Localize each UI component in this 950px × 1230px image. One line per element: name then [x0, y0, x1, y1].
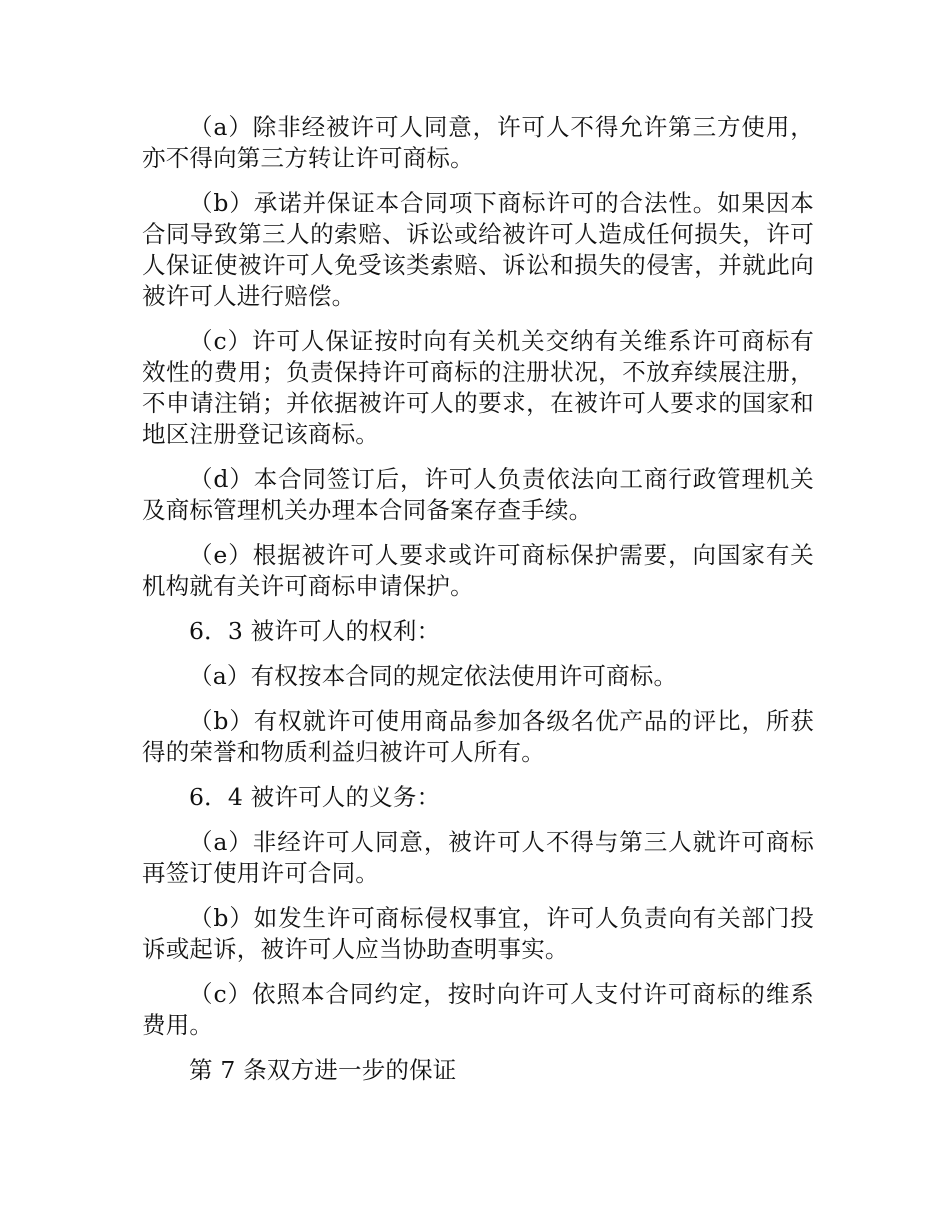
- clause-6-2-d: （d）本合同签订后，许可人负责依法向工商行政管理机关及商标管理机关办理本合同备案存查手续。: [142, 465, 814, 524]
- clause-6-3-b: （b）有权就许可使用商品参加各级名优产品的评比，所获得的荣誉和物质利益归被许可人所有。: [142, 707, 814, 766]
- clause-6-4-b: （b）如发生许可商标侵权事宜，许可人负责向有关部门投诉或起诉，被许可人应当协助查明事实。: [142, 904, 814, 963]
- clause-6-2-b: （b）承诺并保证本合同项下商标许可的合法性。如果因本合同导致第三人的索赔、诉讼或给被许可人造成任何损失，许可人保证使被许可人免受该类索赔、诉讼和损失的侵害，并就此向被许可人进行赔偿。: [142, 189, 814, 310]
- clause-6-3-a: （a）有权按本合同的规定依法使用许可商标。: [189, 662, 678, 690]
- article-7-heading: 第 7 条双方进一步的保证: [189, 1056, 457, 1084]
- clause-6-4-c: （c）依照本合同约定，按时向许可人支付许可商标的维系费用。: [142, 980, 814, 1039]
- document-page: [142, 112, 814, 1100]
- section-heading-6-4: 6．4 被许可人的义务：: [189, 783, 441, 811]
- clause-6-2-c: （c）许可人保证按时向有关机关交纳有关维系许可商标有效性的费用；负责保持许可商标的注册状况，不放弃续展注册，不申请注销；并依据被许可人的要求，在被许可人要求的国家和地区注册登记该商标。: [142, 327, 814, 448]
- clause-6-4-a: （a）非经许可人同意，被许可人不得与第三人就许可商标再签订使用许可合同。: [142, 828, 814, 887]
- clause-6-2-a: （a）除非经被许可人同意，许可人不得允许第三方使用，亦不得向第三方转让许可商标。: [142, 113, 814, 172]
- section-heading-6-3: 6．3 被许可人的权利：: [189, 617, 441, 645]
- clause-6-2-e: （e）根据被许可人要求或许可商标保护需要，向国家有关机构就有关许可商标申请保护。: [142, 541, 814, 600]
